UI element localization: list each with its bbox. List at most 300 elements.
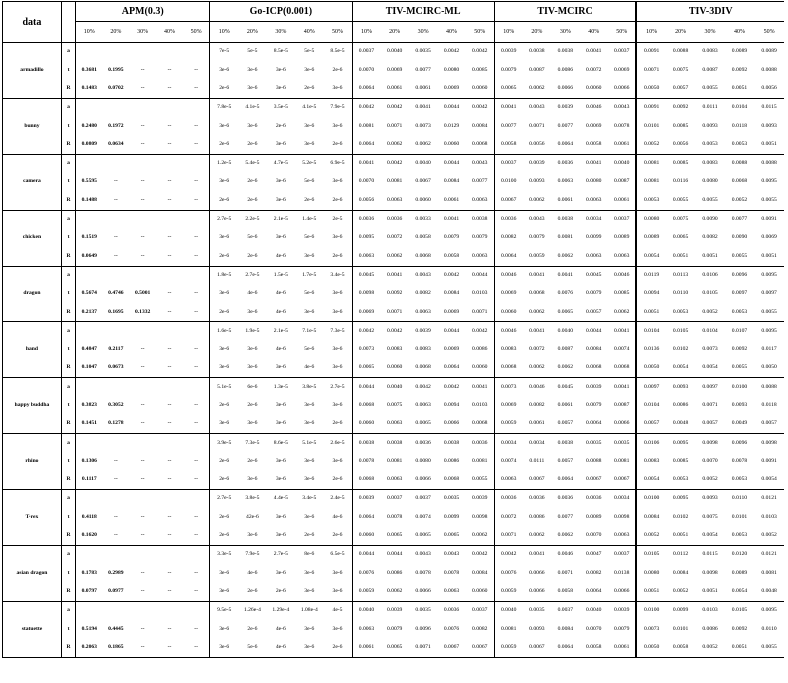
- table-cell: 0.0093: [731, 401, 748, 408]
- table-cell: 0.0111: [529, 457, 545, 464]
- table-cell: [76, 546, 103, 565]
- table-cell: 0.0116: [672, 178, 689, 185]
- table-cell: 3e-6: [267, 471, 295, 490]
- table-cell: 0.0053: [666, 303, 695, 322]
- table-cell: 0.0062: [608, 303, 636, 322]
- table-cell: --: [194, 625, 198, 632]
- table-cell: 0.0056: [666, 135, 695, 154]
- table-cell: 0.0103: [472, 401, 488, 408]
- table-cell: [76, 322, 103, 341]
- table-cell: 0.0093: [761, 122, 777, 129]
- table-cell: 0.0036: [472, 439, 488, 446]
- table-cell: --: [140, 569, 145, 576]
- table-cell: 4e-6: [267, 247, 295, 266]
- table-cell: 0.0069: [437, 80, 465, 99]
- table-cell: 0.0052: [695, 471, 724, 490]
- table-cell: 0.0035: [613, 439, 630, 446]
- table-cell: 0.0096: [415, 625, 431, 632]
- table-cell: 3e-6: [210, 229, 238, 247]
- table-cell: 0.0064: [437, 359, 465, 378]
- table-cell: 0.0106: [636, 434, 665, 453]
- table-cell: 0.0101: [731, 513, 748, 520]
- metric-label: R: [61, 415, 75, 434]
- table-cell: 0.0054: [636, 247, 665, 266]
- table-cell: 0.0044: [472, 271, 488, 278]
- table-cell: 0.0088: [731, 160, 748, 167]
- table-cell: 0.0085: [672, 160, 689, 167]
- table-cell: 0.0037: [494, 154, 522, 173]
- table-cell: 0.0057: [754, 415, 784, 434]
- table-cell: 0.0091: [636, 98, 665, 117]
- table-cell: 0.0039: [472, 495, 488, 502]
- table-cell: 0.0111: [702, 104, 718, 111]
- table-cell: --: [194, 569, 198, 576]
- table-cell: 0.0075: [702, 513, 718, 520]
- table-cell: 0.0042: [472, 327, 488, 334]
- table-row: [3, 378, 785, 397]
- table-cell: 0.2117: [108, 346, 124, 353]
- table-cell: 2e-6: [210, 471, 238, 490]
- table-cell: 0.4847: [76, 341, 103, 359]
- table-cell: 0.0060: [466, 359, 494, 378]
- table-cell: 5.4e-5: [245, 160, 260, 167]
- table-cell: 1.8e-5: [210, 266, 238, 285]
- table-cell: 7.9e-5: [330, 104, 345, 111]
- table-cell: 0.0095: [761, 178, 777, 185]
- table-cell: 0.0037: [386, 495, 403, 502]
- table-cell: 0.1865: [102, 639, 129, 658]
- table-cell: 0.0058: [580, 135, 608, 154]
- percent-header: 20%: [523, 22, 551, 43]
- table-cell: 0.0103: [472, 290, 488, 297]
- metric-label: t: [67, 234, 70, 241]
- table-cell: [183, 490, 210, 509]
- table-cell: 0.0039: [494, 43, 522, 62]
- table-cell: 0.0057: [695, 415, 724, 434]
- table-cell: 3e-6: [295, 135, 323, 154]
- table-cell: 0.0067: [608, 471, 636, 490]
- table-cell: 0.0063: [380, 471, 408, 490]
- table-cell: 0.0082: [702, 234, 718, 241]
- percent-header: 20%: [238, 22, 266, 43]
- metric-label: t: [67, 513, 70, 520]
- table-cell: 0.0055: [695, 80, 724, 99]
- dataset-name: rhino: [3, 434, 62, 490]
- table-cell: [129, 546, 156, 565]
- table-cell: --: [183, 639, 210, 658]
- table-cell: 0.0063: [557, 178, 573, 185]
- table-cell: 3e-6: [210, 359, 238, 378]
- table-cell: 0.0046: [586, 104, 602, 111]
- table-cell: 3e-6: [304, 401, 315, 408]
- table-cell: 0.0069: [437, 303, 465, 322]
- table-cell: 0.0081: [613, 457, 630, 464]
- table-cell: 0.0118: [731, 122, 748, 129]
- table-cell: 2e-6: [210, 191, 238, 210]
- table-cell: 0.0046: [494, 266, 522, 285]
- table-cell: 0.0046: [529, 383, 545, 390]
- table-cell: 0.0062: [523, 191, 551, 210]
- table-cell: 0.0105: [672, 327, 689, 334]
- table-cell: 0.0102: [672, 513, 689, 520]
- percent-header: 10%: [636, 22, 665, 43]
- percent-header: 30%: [551, 22, 579, 43]
- table-cell: 0.0042: [443, 48, 460, 55]
- table-cell: 0.0039: [586, 383, 602, 390]
- table-cell: 0.0064: [352, 80, 380, 99]
- table-cell: 0.0054: [695, 359, 724, 378]
- table-cell: 2e-6: [210, 247, 238, 266]
- table-cell: 0.0079: [386, 625, 403, 632]
- table-cell: 0.1047: [76, 359, 103, 378]
- table-cell: 0.0078: [415, 569, 431, 576]
- table-cell: 0.0063: [466, 247, 494, 266]
- dataset-name: statuette: [3, 601, 62, 657]
- table-cell: 0.0067: [523, 471, 551, 490]
- metric-label: a: [67, 216, 70, 223]
- table-row: [3, 508, 785, 526]
- table-cell: 0.0071: [702, 401, 718, 408]
- table-cell: 3e-6: [295, 471, 323, 490]
- table-cell: 0.0062: [523, 303, 551, 322]
- table-cell: 0.0060: [380, 359, 408, 378]
- table-cell: 0.0056: [352, 191, 380, 210]
- table-cell: --: [194, 457, 198, 464]
- table-cell: 0.0080: [415, 457, 431, 464]
- table-cell: --: [183, 583, 210, 602]
- table-cell: [129, 322, 156, 341]
- table-cell: 2.7e-5: [210, 490, 238, 509]
- table-cell: 0.0039: [352, 490, 380, 509]
- method-header-tiv-3div: TIV-3DIV: [636, 2, 784, 22]
- table-cell: 0.0057: [580, 303, 608, 322]
- table-cell: 0.0089: [586, 513, 602, 520]
- dataset-name: bunny: [3, 98, 62, 154]
- table-cell: 0.0120: [731, 551, 748, 558]
- table-cell: 0.0097: [702, 383, 718, 390]
- table-cell: 0.0064: [494, 247, 522, 266]
- table-cell: 3.3e-5: [210, 546, 238, 565]
- table-cell: 0.1483: [76, 80, 103, 99]
- table-cell: 0.0060: [466, 80, 494, 99]
- table-cell: 0.0091: [761, 216, 777, 223]
- table-cell: 0.0093: [529, 625, 545, 632]
- table-cell: 0.0069: [494, 397, 522, 415]
- table-cell: 4e-6: [275, 625, 286, 632]
- table-cell: 0.0121: [761, 551, 777, 558]
- table-cell: 4e-5: [332, 607, 343, 614]
- table-cell: 0.0112: [672, 551, 689, 558]
- table-cell: 0.0055: [725, 247, 754, 266]
- table-cell: 3e-6: [324, 303, 353, 322]
- table-cell: [156, 601, 183, 620]
- table-cell: --: [140, 234, 145, 241]
- table-cell: 0.0046: [557, 551, 573, 558]
- table-cell: 3e-6: [275, 401, 286, 408]
- table-cell: [183, 43, 210, 62]
- table-cell: 0.0044: [443, 327, 460, 334]
- table-cell: 0.0061: [608, 135, 636, 154]
- table-cell: 42e-6: [246, 513, 259, 520]
- table-cell: 0.0063: [580, 191, 608, 210]
- table-cell: 0.0055: [754, 191, 784, 210]
- table-cell: 0.0062: [551, 359, 579, 378]
- table-cell: 0.0094: [636, 285, 665, 303]
- metric-label: R: [61, 80, 75, 99]
- dataset-name: chicken: [3, 210, 62, 266]
- table-cell: 0.0092: [386, 290, 403, 297]
- table-cell: 0.0042: [352, 98, 380, 117]
- table-cell: 0.1519: [76, 229, 103, 247]
- table-cell: 0.0049: [725, 415, 754, 434]
- table-cell: 0.0052: [666, 583, 695, 602]
- table-cell: 0.0081: [636, 154, 665, 173]
- table-cell: 2e-6: [210, 303, 238, 322]
- table-cell: 0.0040: [386, 383, 403, 390]
- table-row: [3, 546, 785, 565]
- table-cell: 0.0082: [415, 290, 431, 297]
- table-cell: 0.0034: [586, 216, 602, 223]
- table-row: [3, 266, 785, 285]
- table-cell: 6.9e-5: [330, 160, 345, 167]
- table-cell: [183, 434, 210, 453]
- table-cell: 0.0036: [586, 495, 602, 502]
- table-cell: 0.0115: [702, 551, 718, 558]
- table-cell: 0.0044: [443, 160, 460, 167]
- table-cell: [76, 98, 103, 117]
- dataset-name: hand: [3, 322, 62, 378]
- table-cell: 0.0069: [386, 66, 403, 73]
- table-cell: [183, 154, 210, 173]
- table-cell: 0.0117: [761, 346, 777, 353]
- table-cell: 7.9e-5: [245, 551, 260, 558]
- table-cell: --: [129, 247, 156, 266]
- table-cell: 0.0091: [761, 457, 777, 464]
- table-cell: 0.0038: [557, 216, 573, 223]
- table-cell: 0.0070: [586, 625, 602, 632]
- table-cell: 0.5595: [76, 173, 103, 191]
- dataset-name: camera: [3, 154, 62, 210]
- table-cell: 0.1695: [102, 303, 129, 322]
- table-cell: 3e-6: [247, 346, 258, 353]
- table-cell: 0.0053: [666, 471, 695, 490]
- table-cell: 0.0089: [731, 48, 748, 55]
- table-cell: 0.0061: [608, 639, 636, 658]
- table-cell: 0.0058: [551, 583, 579, 602]
- table-cell: 0.0062: [551, 247, 579, 266]
- table-cell: 0.4746: [108, 290, 124, 297]
- table-cell: 3e-6: [210, 564, 238, 582]
- table-cell: 0.0100: [636, 490, 665, 509]
- table-cell: 2e-6: [247, 625, 258, 632]
- dataset-name: happy buddha: [3, 378, 62, 434]
- table-cell: 0.0081: [557, 234, 573, 241]
- table-cell: 0.0075: [672, 216, 689, 223]
- table-cell: 0.0057: [636, 415, 665, 434]
- table-cell: [156, 266, 183, 285]
- table-cell: 3e-6: [210, 639, 238, 658]
- table-row: [3, 247, 785, 266]
- table-cell: 2e-5: [332, 216, 343, 223]
- table-cell: 0.0082: [586, 569, 602, 576]
- table-cell: 0.0039: [613, 607, 630, 614]
- table-cell: 0.0093: [529, 178, 545, 185]
- method-header-tiv-mcirc: TIV-MCIRC: [494, 2, 636, 22]
- table-cell: --: [129, 359, 156, 378]
- table-cell: 0.0083: [386, 346, 403, 353]
- table-cell: 0.4118: [76, 508, 103, 526]
- table-cell: 8.6e-5: [273, 439, 288, 446]
- metric-label: t: [67, 346, 70, 353]
- table-cell: --: [156, 80, 183, 99]
- table-cell: 0.0136: [636, 341, 665, 359]
- table-cell: 0.0053: [725, 471, 754, 490]
- table-cell: 0.0047: [586, 551, 602, 558]
- table-cell: 0.0081: [472, 457, 488, 464]
- table-cell: 0.0060: [352, 415, 380, 434]
- table-cell: 1.29e-4: [272, 607, 290, 614]
- table-cell: 3e-6: [210, 61, 238, 79]
- table-cell: 3e-6: [247, 122, 258, 129]
- table-cell: 4e-6: [247, 569, 258, 576]
- table-cell: 0.0103: [761, 513, 777, 520]
- table-cell: 0.0037: [613, 216, 630, 223]
- table-cell: 0.0797: [76, 583, 103, 602]
- table-cell: [129, 43, 156, 62]
- table-cell: 0.0045: [586, 271, 602, 278]
- table-cell: 0.0039: [529, 160, 545, 167]
- table-cell: 2e-6: [332, 66, 343, 73]
- table-cell: 0.0066: [409, 583, 437, 602]
- table-cell: 3e-6: [238, 303, 266, 322]
- table-cell: 0.1620: [76, 527, 103, 546]
- table-cell: 3e-6: [267, 191, 295, 210]
- table-cell: 0.0105: [731, 607, 748, 614]
- table-row: [3, 285, 785, 303]
- table-cell: --: [129, 135, 156, 154]
- table-cell: 2.7e-5: [245, 271, 260, 278]
- table-cell: 0.0062: [380, 135, 408, 154]
- table-cell: [183, 210, 210, 229]
- table-cell: 0.0059: [494, 415, 522, 434]
- table-cell: [102, 378, 129, 397]
- table-cell: 0.0034: [529, 439, 545, 446]
- table-cell: --: [167, 569, 172, 576]
- table-cell: --: [194, 346, 198, 353]
- table-cell: [129, 490, 156, 509]
- table-cell: 2e-6: [238, 135, 266, 154]
- table-cell: 0.0077: [557, 513, 573, 520]
- table-cell: 0.0051: [754, 247, 784, 266]
- method-header-tiv-mcirc-ml: TIV-MCIRC-ML: [352, 2, 494, 22]
- table-cell: [129, 210, 156, 229]
- table-cell: 0.0089: [636, 229, 665, 247]
- table-cell: 0.0036: [494, 210, 522, 229]
- table-cell: 0.0066: [551, 80, 579, 99]
- table-cell: 0.0068: [580, 359, 608, 378]
- table-row: [3, 639, 785, 658]
- table-cell: 0.0036: [557, 160, 573, 167]
- table-cell: --: [167, 66, 172, 73]
- table-cell: 0.2989: [108, 569, 124, 576]
- table-cell: [76, 378, 103, 397]
- table-cell: 0.0051: [725, 639, 754, 658]
- table-cell: 0.0065: [380, 527, 408, 546]
- table-cell: 4e-6: [295, 359, 323, 378]
- table-cell: 0.0084: [586, 346, 602, 353]
- table-cell: 0.0062: [523, 80, 551, 99]
- table-cell: 0.0041: [443, 216, 460, 223]
- table-cell: --: [194, 401, 198, 408]
- table-cell: 0.3681: [76, 61, 103, 79]
- table-cell: 0.0977: [102, 583, 129, 602]
- metric-label: t: [67, 290, 70, 297]
- table-cell: 0.0046: [613, 271, 630, 278]
- table-cell: 0.0086: [386, 569, 403, 576]
- table-cell: 0.0093: [672, 383, 689, 390]
- table-cell: 0.0100: [494, 173, 522, 191]
- table-cell: 0.0077: [494, 117, 522, 135]
- table-cell: 0.0069: [613, 66, 630, 73]
- table-cell: --: [156, 583, 183, 602]
- table-cell: 0.0107: [731, 327, 748, 334]
- table-cell: [156, 154, 183, 173]
- table-cell: 0.0099: [672, 607, 689, 614]
- table-cell: 3e-6: [267, 135, 295, 154]
- table-cell: 0.0074: [415, 513, 431, 520]
- table-row: [3, 453, 785, 471]
- table-cell: 0.0095: [672, 439, 689, 446]
- metric-label: a: [67, 607, 70, 614]
- table-cell: 0.0098: [761, 439, 777, 446]
- table-cell: [156, 378, 183, 397]
- table-cell: 0.0088: [761, 66, 777, 73]
- table-cell: 0.0057: [551, 415, 579, 434]
- metric-label: a: [67, 104, 70, 111]
- table-cell: 0.0087: [557, 346, 573, 353]
- table-cell: 0.0082: [494, 229, 522, 247]
- table-cell: 3e-6: [275, 234, 286, 241]
- table-cell: 0.0079: [613, 625, 630, 632]
- table-cell: 0.0068: [437, 471, 465, 490]
- table-row: [3, 303, 785, 322]
- table-cell: 0.2137: [76, 303, 103, 322]
- table-cell: 0.0062: [551, 527, 579, 546]
- table-cell: --: [156, 135, 183, 154]
- table-cell: 0.0129: [443, 122, 460, 129]
- table-cell: 0.0035: [443, 495, 460, 502]
- table-cell: 0.0084: [443, 290, 460, 297]
- table-cell: 0.0097: [731, 290, 748, 297]
- percent-header: 40%: [295, 22, 323, 43]
- table-cell: [102, 490, 129, 509]
- table-cell: 0.0065: [437, 527, 465, 546]
- table-cell: 9.5e-5: [210, 601, 238, 620]
- table-cell: 0.0101: [672, 625, 689, 632]
- percent-header-row: [3, 22, 785, 43]
- table-cell: [129, 434, 156, 453]
- table-cell: 3e-6: [210, 173, 238, 191]
- table-cell: 0.0634: [102, 135, 129, 154]
- table-cell: 0.0086: [443, 457, 460, 464]
- metric-label: t: [67, 178, 70, 185]
- percent-header: 20%: [380, 22, 408, 43]
- table-cell: 0.0070: [352, 173, 380, 191]
- table-cell: 0.1278: [102, 415, 129, 434]
- table-cell: 0.0042: [415, 383, 431, 390]
- table-cell: 0.0076: [352, 564, 380, 582]
- table-cell: 0.0077: [731, 216, 748, 223]
